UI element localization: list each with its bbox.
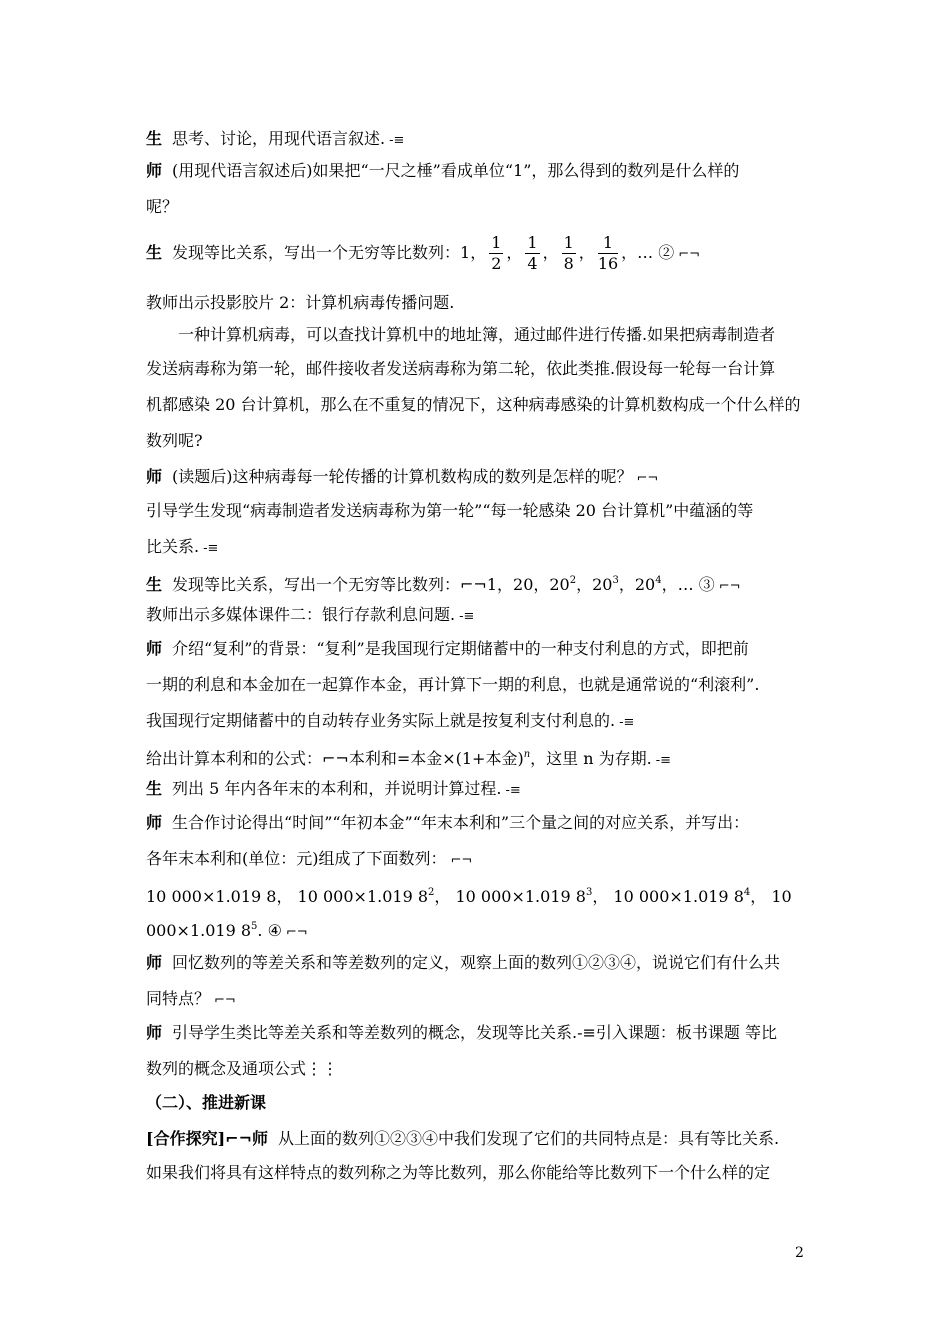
exponent: 4 — [655, 575, 662, 586]
edit-mark: -≡ — [505, 783, 521, 798]
text-line — [146, 358, 775, 380]
text-line — [146, 394, 801, 416]
exponent: 4 — [743, 887, 751, 898]
line-text: 数列的概念及通项公式⋮⋮ — [146, 1059, 339, 1078]
line-text: 引导学生类比等差关系和等差数列的概念，发现等比关系.-≡引入课题：板书课题 等比 — [172, 1023, 778, 1042]
line-text: 介绍“复利”的背景：“复利”是我国现行定期储蓄中的一种支付利息的方式，即把前 — [172, 639, 749, 658]
line-text: 思考、讨论，用现代语言叙述. — [172, 129, 386, 148]
fraction: $\frac{1}{8}$ — [563, 233, 574, 273]
text-line — [146, 196, 178, 218]
edit-mark: ⌐¬ — [450, 853, 473, 868]
text-line — [146, 848, 472, 872]
text-line — [146, 988, 236, 1012]
dialogue-line — [146, 812, 749, 834]
edit-mark: -≡ — [459, 609, 475, 624]
line-text: (用现代语言叙述后)如果把“一尺之棰”看成单位“1”，那么得到的数列是什么样的 — [172, 161, 740, 180]
fraction: $\frac{1}{4}$ — [527, 233, 538, 273]
line-text: ，这里 n 为存期. — [530, 749, 652, 768]
line-text: 列出 5 年内各年末的本利和，并说明计算过程. — [172, 779, 502, 798]
dialogue-line — [146, 952, 780, 974]
line-text: 回忆数列的等差关系和等差数列的定义，观察上面的数列①②③④，说说它们有什么共 — [172, 953, 781, 972]
dialogue-line: 生 发现等比关系，写出一个无穷等比数列：⌐¬1，20，$20^2$，$20^3$，$20^4$，… ③ ⌐¬ — [146, 575, 741, 594]
line-text: ， 10 000×1.019 8 — [434, 887, 586, 906]
dialogue-line: 生 发现等比关系，写出一个无穷等比数列：1， $\frac{1}{2}$ ， $\frac{1}{4}$ ， $\frac{1}{8}$ ， $\frac{1}{16}$ ，… ② ⌐¬ — [146, 233, 701, 273]
edit-mark: ⌐¬ — [636, 471, 659, 486]
edit-mark: -≡ — [203, 541, 219, 556]
line-text: 生合作讨论得出“时间”“年初本金”“年末本利和”三个量之间的对应关系，并写出： — [172, 813, 750, 832]
line-text: 10 000×1.019 8， 10 000×1.019 8 — [146, 887, 429, 906]
fraction: $\frac{1}{16}$ — [597, 233, 619, 273]
exponent: 2 — [428, 887, 435, 898]
heading-text: （二）、推进新课 — [146, 1093, 267, 1112]
speaker-label: 师 — [146, 639, 163, 658]
line-text: 发送病毒称为第一轮，邮件接收者发送病毒称为第二轮，依此类推.假设每一轮每一台计算 — [146, 359, 776, 378]
exponent: 3 — [612, 575, 619, 586]
edit-mark: ⌐¬ — [214, 993, 236, 1008]
dialogue-line — [146, 638, 749, 660]
speaker-label: ⌐¬师 — [225, 1129, 268, 1148]
dialogue-line — [146, 128, 404, 152]
text-line — [146, 430, 203, 452]
text-line — [178, 324, 775, 346]
line-text: 给出计算本利和的公式：⌐¬本利和=本金×(1+本金) — [146, 749, 524, 768]
line-text: 比关系. — [146, 537, 200, 556]
edit-mark: ⌐¬ — [678, 247, 701, 262]
edit-mark: -≡ — [619, 715, 635, 730]
line-text: ， 10 000×1.019 8 — [592, 887, 744, 906]
line-text: 从上面的数列①②③④中我们发现了它们的共同特点是：具有等比关系. — [277, 1129, 780, 1148]
speaker-label: 师 — [146, 161, 163, 180]
text-line — [146, 710, 634, 734]
line-text: 同特点？ — [146, 989, 211, 1008]
line-text: 各年末本利和(单位：元)组成了下面数列： — [146, 849, 447, 868]
text-line — [146, 1162, 770, 1184]
page-number: 2 — [795, 1245, 804, 1261]
text-line — [146, 292, 454, 314]
exponent: 3 — [585, 887, 593, 898]
dialogue-line — [146, 778, 521, 802]
dialogue-line — [146, 160, 739, 182]
line-text: ，… ③ — [661, 575, 715, 594]
exponent: n — [523, 749, 531, 760]
dialogue-line — [146, 1022, 777, 1044]
line-text: (读题后)这种病毒每一轮传播的计算机数构成的数列是怎样的呢？ — [172, 467, 633, 486]
text-line — [146, 500, 753, 522]
line-text: 发现等比关系，写出一个无穷等比数列：⌐¬1，20，20 — [172, 575, 570, 594]
exponent: 2 — [569, 575, 577, 586]
bracket-label: [合作探究] — [146, 1129, 226, 1148]
speaker-label: 生 — [146, 779, 163, 798]
text-line — [146, 536, 218, 560]
edit-mark: ⌐¬ — [285, 925, 308, 940]
speaker-label: 生 — [146, 243, 163, 262]
edit-mark: ⌐¬ — [718, 579, 741, 594]
speaker-label: 生 — [146, 129, 163, 148]
line-text: 数列呢? — [146, 431, 203, 450]
line-text: 引导学生发现“病毒制造者发送病毒称为第一轮”“每一轮感染 20 台计算机”中蕴涵的等 — [146, 501, 754, 520]
text-line — [146, 882, 792, 908]
text-line — [146, 674, 759, 696]
speaker-label: 师 — [146, 467, 163, 486]
line-text: 教师出示投影胶片 2：计算机病毒传播问题. — [146, 293, 455, 312]
line-text: 机都感染 20 台计算机，那么在不重复的情况下，这种病毒感染的计算机数构成一个什么样的 — [146, 395, 801, 414]
line-text: ， 10 — [750, 887, 792, 906]
speaker-label: 师 — [146, 953, 163, 972]
line-text: . ④ — [257, 921, 282, 940]
line-text: ，… ② — [621, 243, 675, 262]
text-line — [146, 1058, 338, 1080]
text-line — [146, 744, 671, 772]
dialogue-line — [146, 466, 658, 490]
dialogue-line — [146, 1128, 779, 1150]
line-text: 000×1.019 8 — [146, 921, 252, 940]
speaker-label: 师 — [146, 1023, 163, 1042]
text-line — [146, 916, 308, 944]
line-text: 呢？ — [146, 197, 179, 216]
speaker-label: 师 — [146, 813, 163, 832]
section-heading — [146, 1092, 266, 1114]
fraction: $\frac{1}{2}$ — [491, 233, 502, 273]
text-line — [146, 604, 474, 628]
line-text: 一种计算机病毒，可以查找计算机中的地址簿，通过邮件进行传播.如果把病毒制造者 — [178, 325, 776, 344]
edit-mark: -≡ — [389, 133, 405, 148]
line-text: 一期的利息和本金加在一起算作本金，再计算下一期的利息，也就是通常说的“利滚利”. — [146, 675, 760, 694]
exponent: 5 — [251, 921, 258, 932]
line-text: 如果我们将具有这样特点的数列称之为等比数列，那么你能给等比数列下一个什么样的定 — [146, 1163, 771, 1182]
line-text: 我国现行定期储蓄中的自动转存业务实际上就是按复利支付利息的. — [146, 711, 616, 730]
edit-mark: -≡ — [655, 753, 672, 768]
line-text: 发现等比关系，写出一个无穷等比数列：1， — [172, 243, 487, 262]
speaker-label: 生 — [146, 575, 163, 594]
line-text: 教师出示多媒体课件二：银行存款利息问题. — [146, 605, 456, 624]
